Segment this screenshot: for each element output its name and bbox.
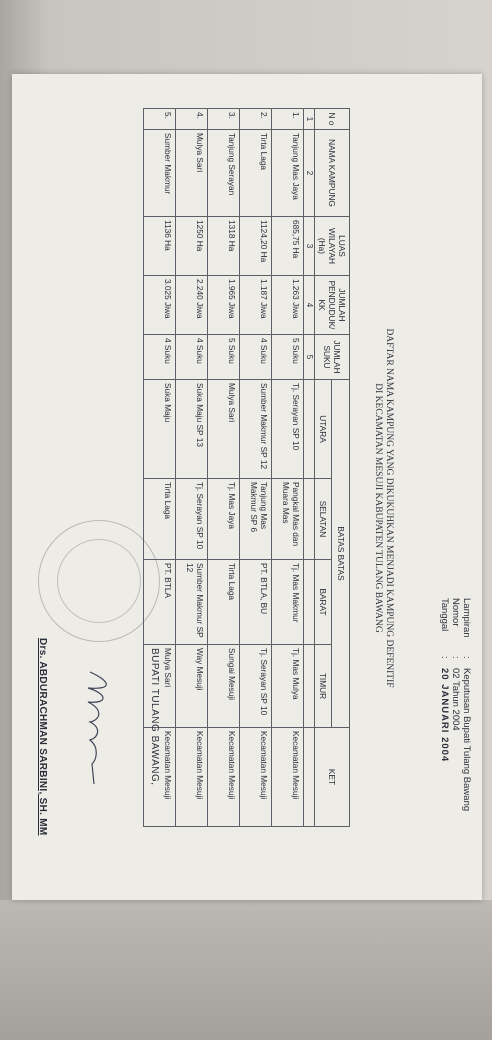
- document-title: [372, 248, 394, 768]
- cell-timur: Mulya Sari: [144, 645, 176, 728]
- cell-timur: Tj. Mas Mulya: [272, 645, 304, 728]
- cell-ket: Kecamatan Mesuji: [208, 728, 240, 827]
- colnum-2: 2: [304, 130, 315, 217]
- attachment-info: [439, 598, 472, 811]
- title-line-1: DAFTAR NAMA KAMPUNG YANG DIKUKUHKAN MENJADI KAMPUNG DEFENITIF: [384, 328, 394, 688]
- cell-no: 1.: [272, 109, 304, 130]
- cell-selatan: Tj. Serayan SP 10: [176, 479, 208, 560]
- lampiran-value: Keputusan Bupati Tulang Bawang: [461, 668, 472, 812]
- cell-timur: Way Mesuji: [176, 645, 208, 728]
- cell-luas: 1124,20 Ha: [240, 217, 272, 276]
- cell-selatan: Pangkal Mas dan Muara Mas: [272, 479, 304, 560]
- cell-suku: 4 Suku: [240, 335, 272, 380]
- table-header-row: [332, 109, 350, 827]
- tanggal-label: Tanggal: [439, 598, 450, 632]
- nomor-sep: :: [450, 656, 461, 659]
- cell-timur: Tj. Serayan SP 10: [240, 645, 272, 728]
- header-jumlah: JUMLAH PENDUDUK/ KK: [315, 276, 350, 335]
- cell-jumlah: 1.187 Jiwa: [240, 276, 272, 335]
- colnum-5: 5: [304, 335, 315, 380]
- cell-nama: Tirta Laga: [240, 130, 272, 217]
- cell-nama: Sumber Makmur: [144, 130, 176, 217]
- cell-barat: Tirta Laga: [208, 560, 240, 645]
- cell-ket: Kecamatan Mesuji: [144, 728, 176, 827]
- nomor-label: Nomor: [450, 598, 461, 627]
- cell-no: 2.: [240, 109, 272, 130]
- header-batas: BATAS BATAS: [332, 380, 350, 728]
- table-row: [272, 109, 304, 827]
- cell-nama: Tanjung Mas Jaya: [272, 130, 304, 217]
- cell-no: 3.: [208, 109, 240, 130]
- title-line-2: DI KECAMATAN MESUJI KABUPATEN TULANG BAWANG: [373, 383, 383, 633]
- cell-utara: Sumber Makmur SP 12: [240, 380, 272, 479]
- signatory-office: BUPATI TULANG BAWANG,: [149, 648, 160, 786]
- colnum-empty: [304, 380, 315, 479]
- cell-jumlah: 1.965 Jiwa: [208, 276, 240, 335]
- cell-ket: Kecamatan Mesuji: [240, 728, 272, 827]
- cell-luas: 1136 Ha: [144, 217, 176, 276]
- cell-utara: Mulya Sari: [208, 380, 240, 479]
- signatory-name: Drs. ABDURACHMAN SARBINI, SH. MM: [37, 638, 48, 836]
- official-stamp: [38, 520, 160, 642]
- kampung-table: [143, 108, 350, 827]
- table-row: [208, 109, 240, 827]
- colnum-empty: [304, 728, 315, 827]
- cell-nama: Tanjung Serayan: [208, 130, 240, 217]
- header-timur: TIMUR: [315, 645, 333, 728]
- header-ket: KET: [315, 728, 350, 827]
- header-utara: UTARA: [315, 380, 333, 479]
- lampiran-label: Lampiran: [461, 598, 472, 638]
- cell-suku: 4 Suku: [176, 335, 208, 380]
- tanggal-sep: :: [439, 656, 450, 659]
- cell-no: 5.: [144, 109, 176, 130]
- header-nama: NAMA KAMPUNG: [315, 130, 350, 217]
- handwritten-signature: [78, 668, 118, 788]
- rotated-document: [18, 78, 478, 898]
- nomor-value: 02 Tahun 2004: [450, 668, 461, 731]
- cell-selatan: Tirta Laga: [144, 479, 176, 560]
- colnum-1: 1: [304, 109, 315, 130]
- cell-ket: Kecamatan Mesuji: [176, 728, 208, 827]
- colnum-empty: [304, 645, 315, 728]
- cell-utara: Suka Maju: [144, 380, 176, 479]
- cell-suku: 5 Suku: [272, 335, 304, 380]
- colnum-empty: [304, 560, 315, 645]
- cell-ket: Kecamatan Mesuji: [272, 728, 304, 827]
- cell-selatan: Tj. Mas Jaya: [208, 479, 240, 560]
- cell-utara: Suka Maju SP 13: [176, 380, 208, 479]
- cell-barat: PT. BTLA: [144, 560, 176, 645]
- cell-suku: 5 Suku: [208, 335, 240, 380]
- cell-barat: PT. BTLA, BU: [240, 560, 272, 645]
- cell-nama: Mulya Sari: [176, 130, 208, 217]
- colnum-3: 3: [304, 217, 315, 276]
- cell-jumlah: 1.263 Jiwa: [272, 276, 304, 335]
- cell-timur: Sungai Mesuji: [208, 645, 240, 728]
- cell-no: 4.: [176, 109, 208, 130]
- cell-suku: 4 Suku: [144, 335, 176, 380]
- colnum-4: 4: [304, 276, 315, 335]
- header-suku: JUMLAH SUKU: [315, 335, 350, 380]
- tanggal-value: 20 JANUARI 2004: [439, 668, 450, 763]
- column-number-row: [304, 109, 315, 827]
- cell-luas: 1318 Ha: [208, 217, 240, 276]
- cell-selatan: Tanjung Mas Makmur SP 6: [240, 479, 272, 560]
- table-surface: [0, 900, 492, 1040]
- cell-luas: 1250 Ha: [176, 217, 208, 276]
- cell-jumlah: 3.025 Jiwa: [144, 276, 176, 335]
- cell-barat: Tj. Mas Makmur: [272, 560, 304, 645]
- header-no: N o: [315, 109, 350, 130]
- cell-barat: Sumber Makmur SP 12: [176, 560, 208, 645]
- header-barat: BARAT: [315, 560, 333, 645]
- table-row: [176, 109, 208, 827]
- cell-jumlah: 2.240 Jiwa: [176, 276, 208, 335]
- lampiran-sep: :: [461, 656, 472, 659]
- header-luas: LUAS WILAYAH (Ha): [315, 217, 350, 276]
- colnum-empty: [304, 479, 315, 560]
- cell-utara: Tj. Serayan SP 10: [272, 380, 304, 479]
- document-sheet: [12, 74, 482, 900]
- header-selatan: SELATAN: [315, 479, 333, 560]
- table-row: [240, 109, 272, 827]
- cell-luas: 685,75 Ha: [272, 217, 304, 276]
- signature-block: [37, 638, 160, 836]
